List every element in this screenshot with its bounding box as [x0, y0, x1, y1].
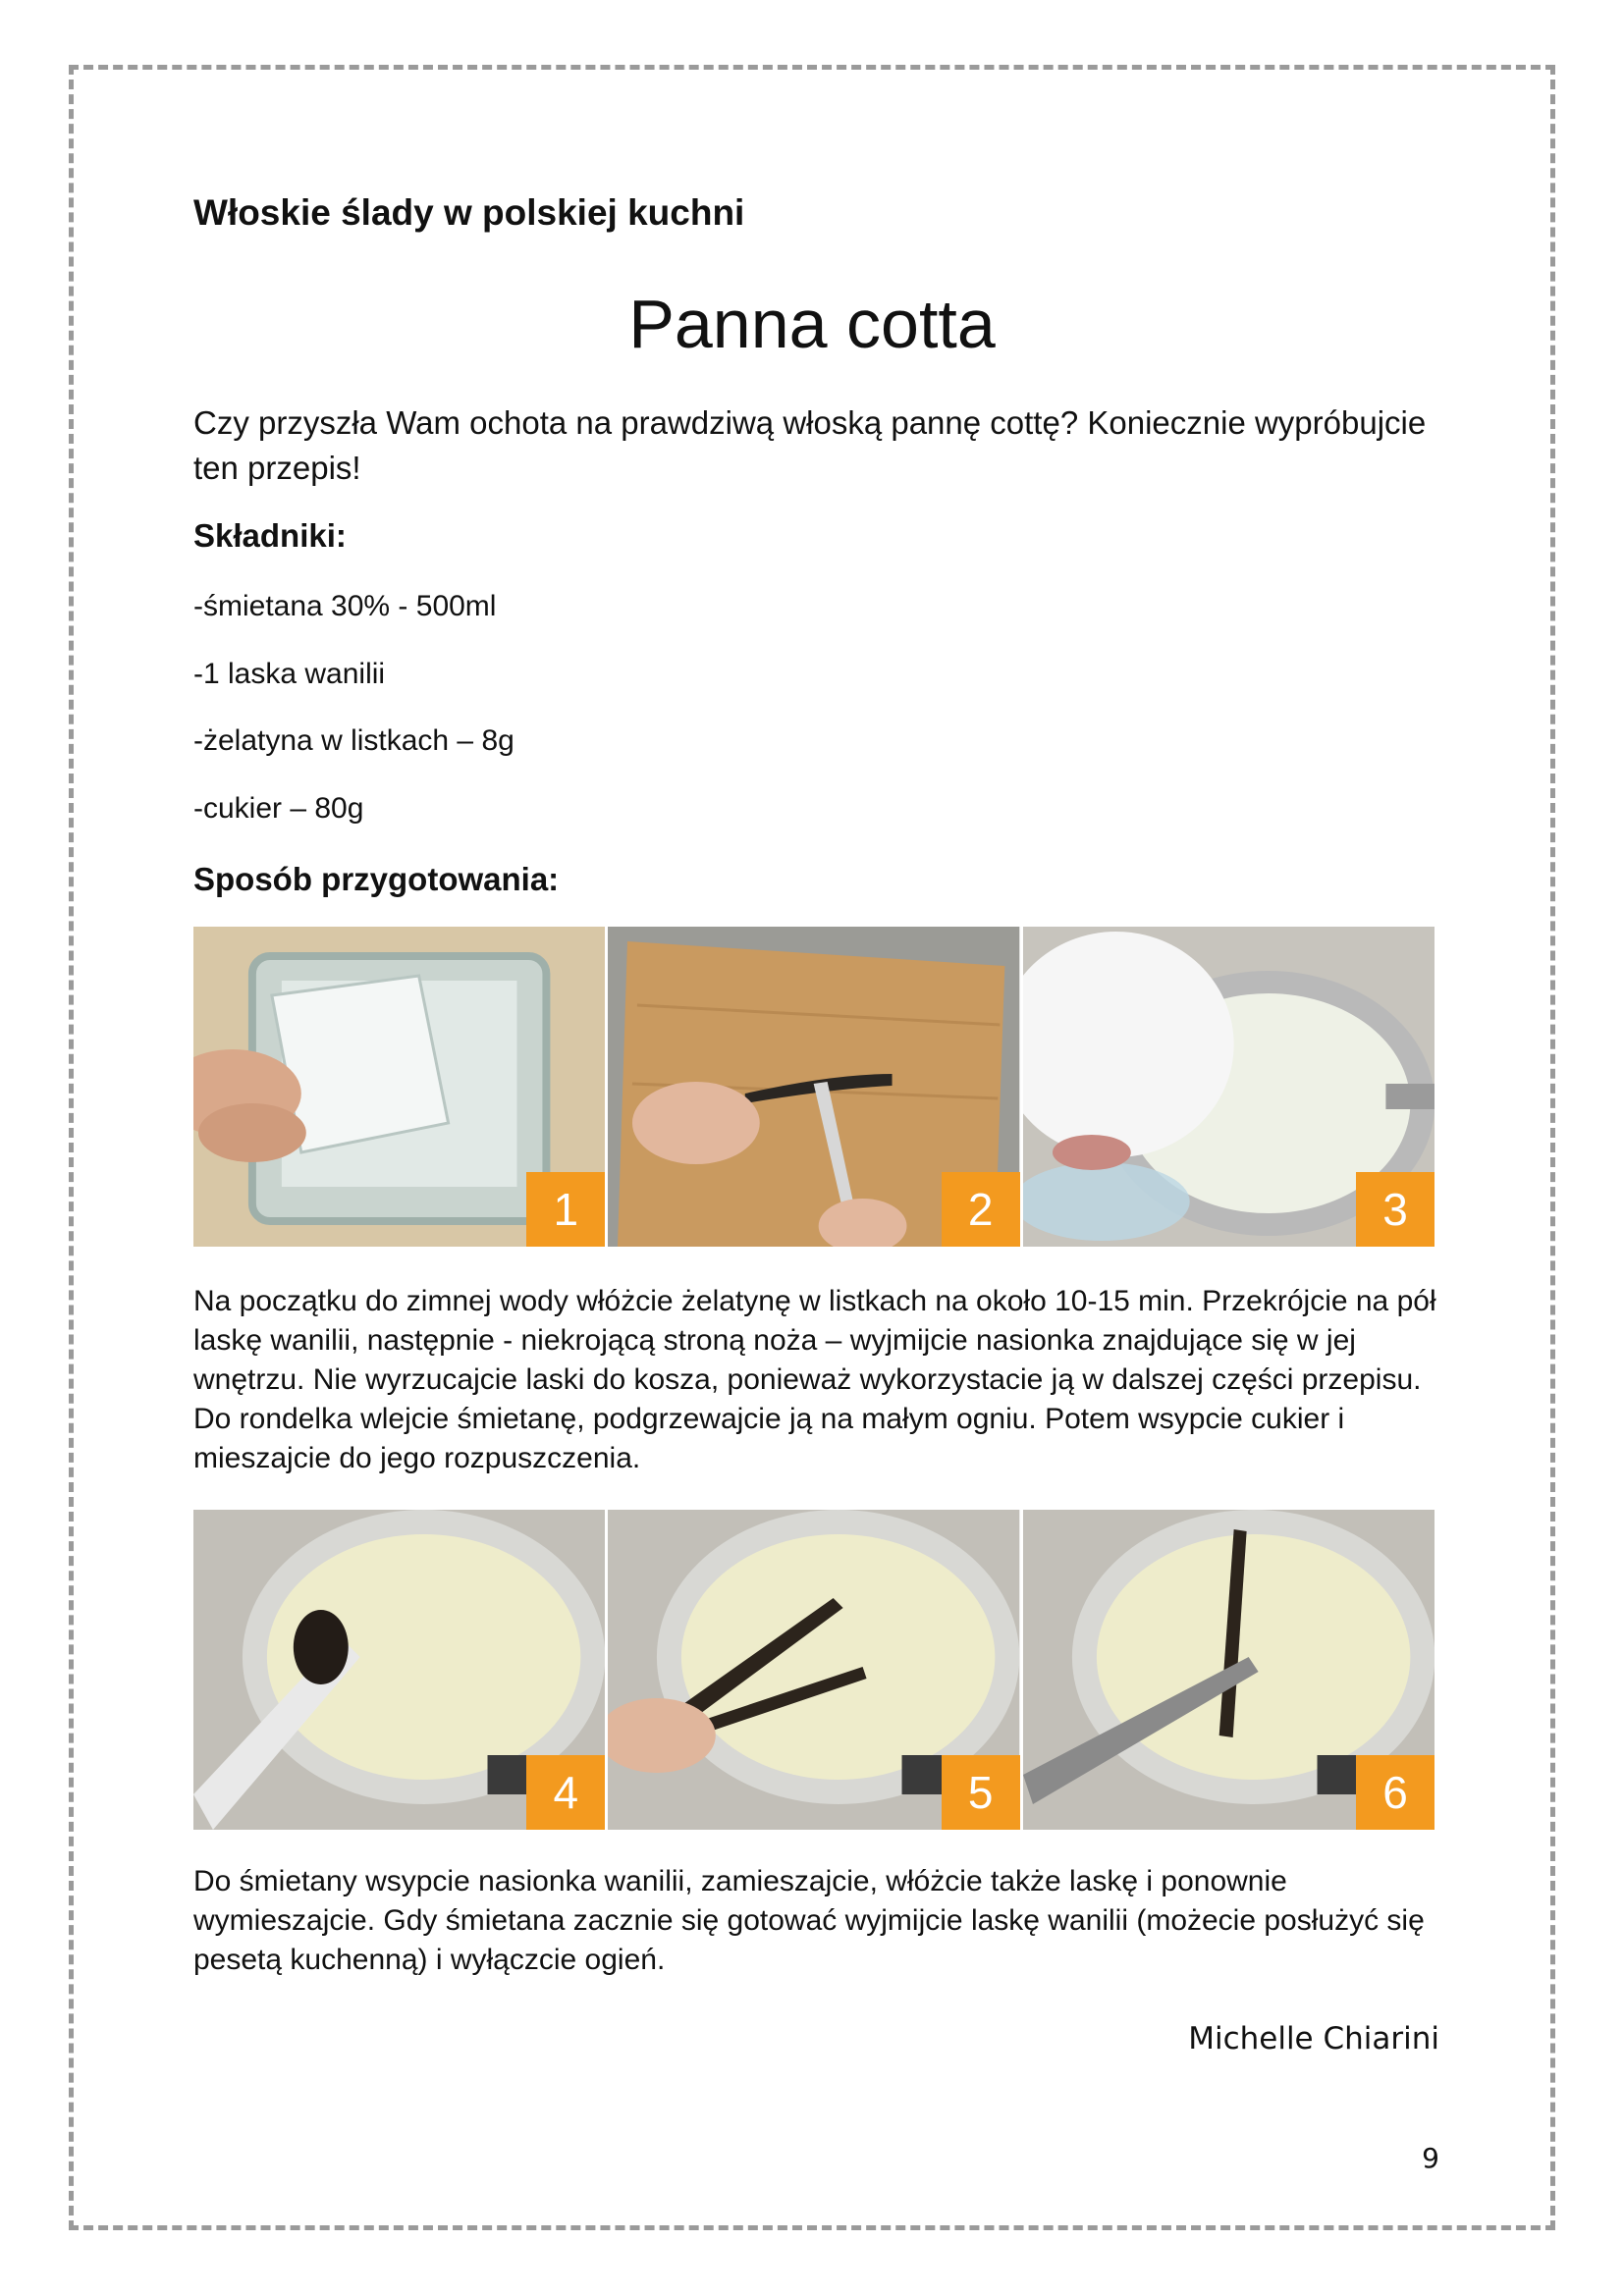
- gelatin-in-water-photo: [193, 927, 605, 1247]
- removing-pod-with-tweezers-photo: [1023, 1510, 1435, 1830]
- ingredient-item: -1 laska wanilii: [193, 658, 386, 690]
- adding-vanilla-seeds-photo: [193, 1510, 605, 1830]
- page-number: 9: [1422, 2142, 1439, 2174]
- author: Michelle Chiarini: [1188, 2021, 1439, 2056]
- section-title: Włoskie ślady w polskiej kuchni: [193, 192, 745, 233]
- step-badge: 5: [942, 1755, 1020, 1830]
- recipe-title: Panna cotta: [628, 286, 996, 362]
- photo-strip-1: [193, 927, 1435, 1247]
- method-paragraph-1: Na początku do zimnej wody włóżcie żelatynę w listkach na około 10-15 min. Przekrójcie na pół laskę wanilii, następnie - niekrojącą stroną noża – wyjmijcie nasionka znajdujące się w jej wnętrzu. Nie wyrzucajcie laski do kosza, ponieważ wykorzystacie ją w dalszej części przepisu. Do rondelka wlejcie śmietanę, podgrzewajcie ją na małym ogniu. Potem wsypcie cukier i mieszajcie do jego rozpuszczenia.: [193, 1285, 1436, 1474]
- step-badge: 4: [526, 1755, 605, 1830]
- ingredient-item: -żelatyna w listkach – 8g: [193, 724, 514, 757]
- ingredient-item: -cukier – 80g: [193, 792, 364, 825]
- step-badge: 1: [526, 1172, 605, 1247]
- intro-text: Czy przyszła Wam ochota na prawdziwą włoską pannę cottę? Koniecznie wypróbujcie ten przepis!: [193, 404, 1427, 486]
- step-badge: 3: [1356, 1172, 1435, 1247]
- pouring-sugar-photo: [1023, 927, 1435, 1247]
- ingredient-item: -śmietana 30% - 500ml: [193, 590, 497, 622]
- adding-vanilla-pod-photo: [608, 1510, 1019, 1830]
- method-heading: Sposób przygotowania:: [193, 861, 560, 897]
- step-badge: 6: [1356, 1755, 1435, 1830]
- step-badge: 2: [942, 1172, 1020, 1247]
- photo-strip-2: [193, 1510, 1435, 1830]
- cutting-vanilla-pod-photo: [608, 927, 1019, 1247]
- ingredients-heading: Składniki:: [193, 517, 347, 554]
- method-paragraph-2: Do śmietany wsypcie nasionka wanilii, zamieszajcie, włóżcie także laskę i ponownie wymieszajcie. Gdy śmietana zacznie się gotować wyjmijcie laskę wanilii (możecie posłużyć się pesetą kuchenną) i wyłączcie ogień.: [193, 1865, 1425, 1976]
